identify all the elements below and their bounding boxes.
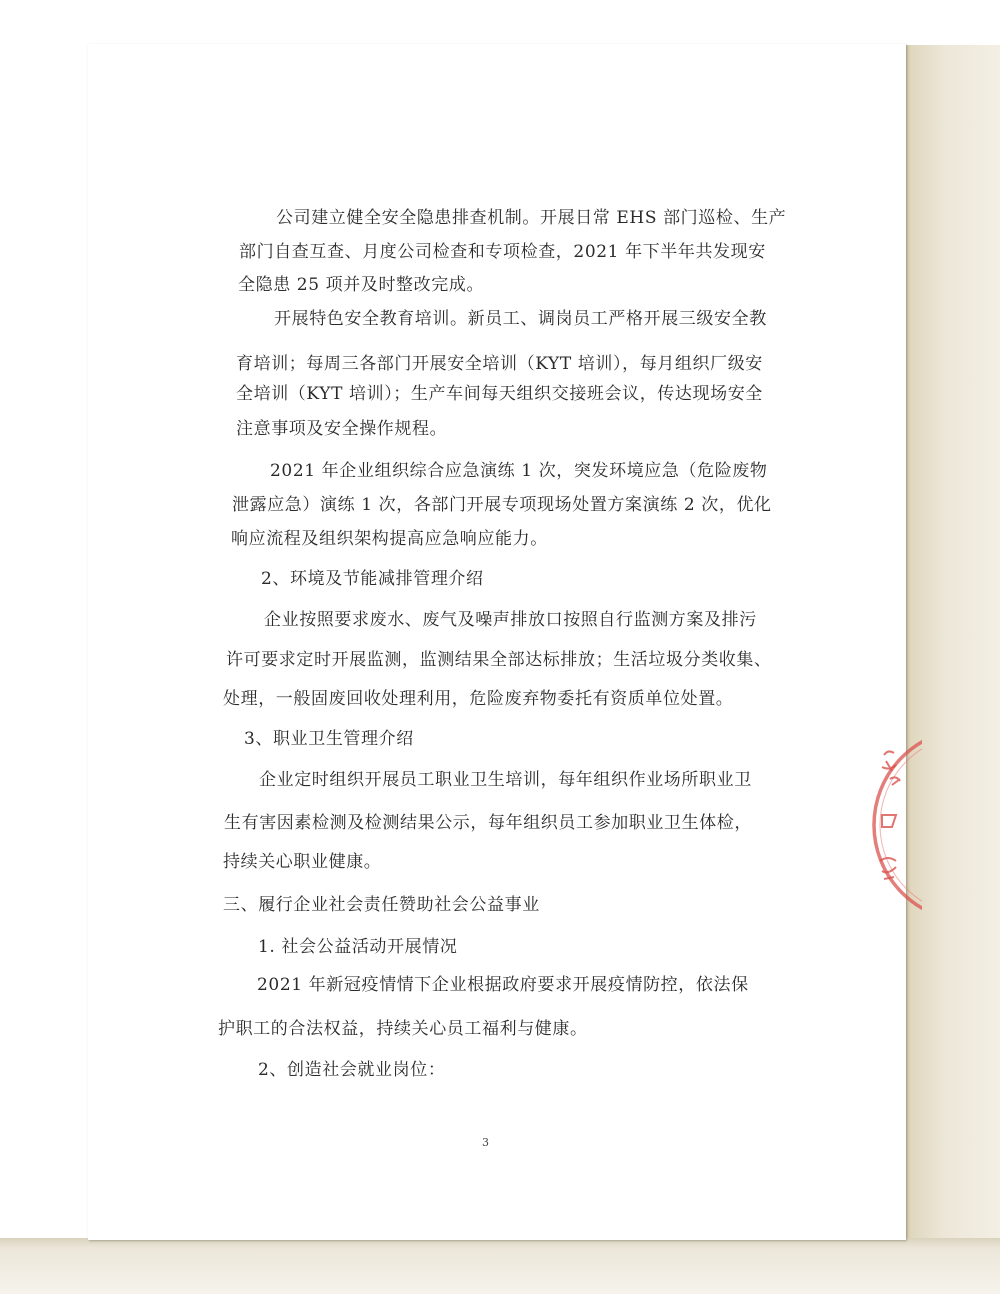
p3-line-3: 响应流程及组织架构提高应急响应能力。 [231, 529, 548, 549]
heading-social-responsibility: 三、履行企业社会责任赞助社会公益事业 [223, 895, 540, 915]
p3-line-2: 泄露应急）演练 1 次，各部门开展专项现场处置方案演练 2 次，优化 [232, 495, 772, 515]
p6-line-2: 护职工的合法权益，持续关心员工福利与健康。 [218, 1019, 588, 1039]
p5-line-2: 生有害因素检测及检测结果公示，每年组织员工参加职业卫生体检， [224, 813, 752, 833]
scan-background-bottom [0, 1238, 1000, 1294]
p4-line-1: 企业按照要求废水、废气及噪声排放口按照自行监测方案及排污 [264, 610, 757, 630]
p1-line-1: 公司建立健全安全隐患排查机制。开展日常 EHS 部门巡检、生产 [276, 208, 787, 228]
p2-line-2: 育培训；每周三各部门开展安全培训（KYT 培训），每月组织厂级安 [236, 354, 763, 374]
heading-public-welfare: 1. 社会公益活动开展情况 [258, 937, 458, 957]
heading-employment: 2、创造社会就业岗位： [258, 1060, 446, 1080]
scan-background-right [905, 45, 1000, 1245]
p4-line-2: 许可要求定时开展监测，监测结果全部达标排放；生活垃圾分类收集、 [226, 650, 772, 670]
heading-environment: 2、环境及节能减排管理介绍 [261, 569, 484, 589]
p3-line-1: 2021 年企业组织综合应急演练 1 次，突发环境应急（危险废物 [270, 461, 768, 481]
p4-line-3: 处理，一般固废回收处理利用，危险废弃物委托有资质单位处置。 [223, 689, 734, 709]
p2-line-1: 开展特色安全教育培训。新员工、调岗员工严格开展三级安全教 [274, 309, 767, 329]
p5-line-1: 企业定时组织开展员工职业卫生培训，每年组织作业场所职业卫 [259, 770, 752, 790]
p1-line-2: 部门自查互查、月度公司检查和专项检查，2021 年下半年共发现安 [239, 242, 766, 262]
p6-line-1: 2021 年新冠疫情情下企业根据政府要求开展疫情防控，依法保 [257, 975, 749, 995]
red-seal-stamp-icon [862, 735, 922, 915]
p1-line-3: 全隐患 25 项并及时整改完成。 [238, 275, 485, 295]
heading-occupational-health: 3、职业卫生管理介绍 [244, 729, 414, 749]
page-number: 3 [482, 1136, 489, 1149]
p2-line-3: 全培训（KYT 培训）；生产车间每天组织交接班会议，传达现场安全 [236, 384, 763, 404]
p2-line-4: 注意事项及安全操作规程。 [236, 419, 448, 439]
p5-line-3: 持续关心职业健康。 [223, 852, 382, 872]
